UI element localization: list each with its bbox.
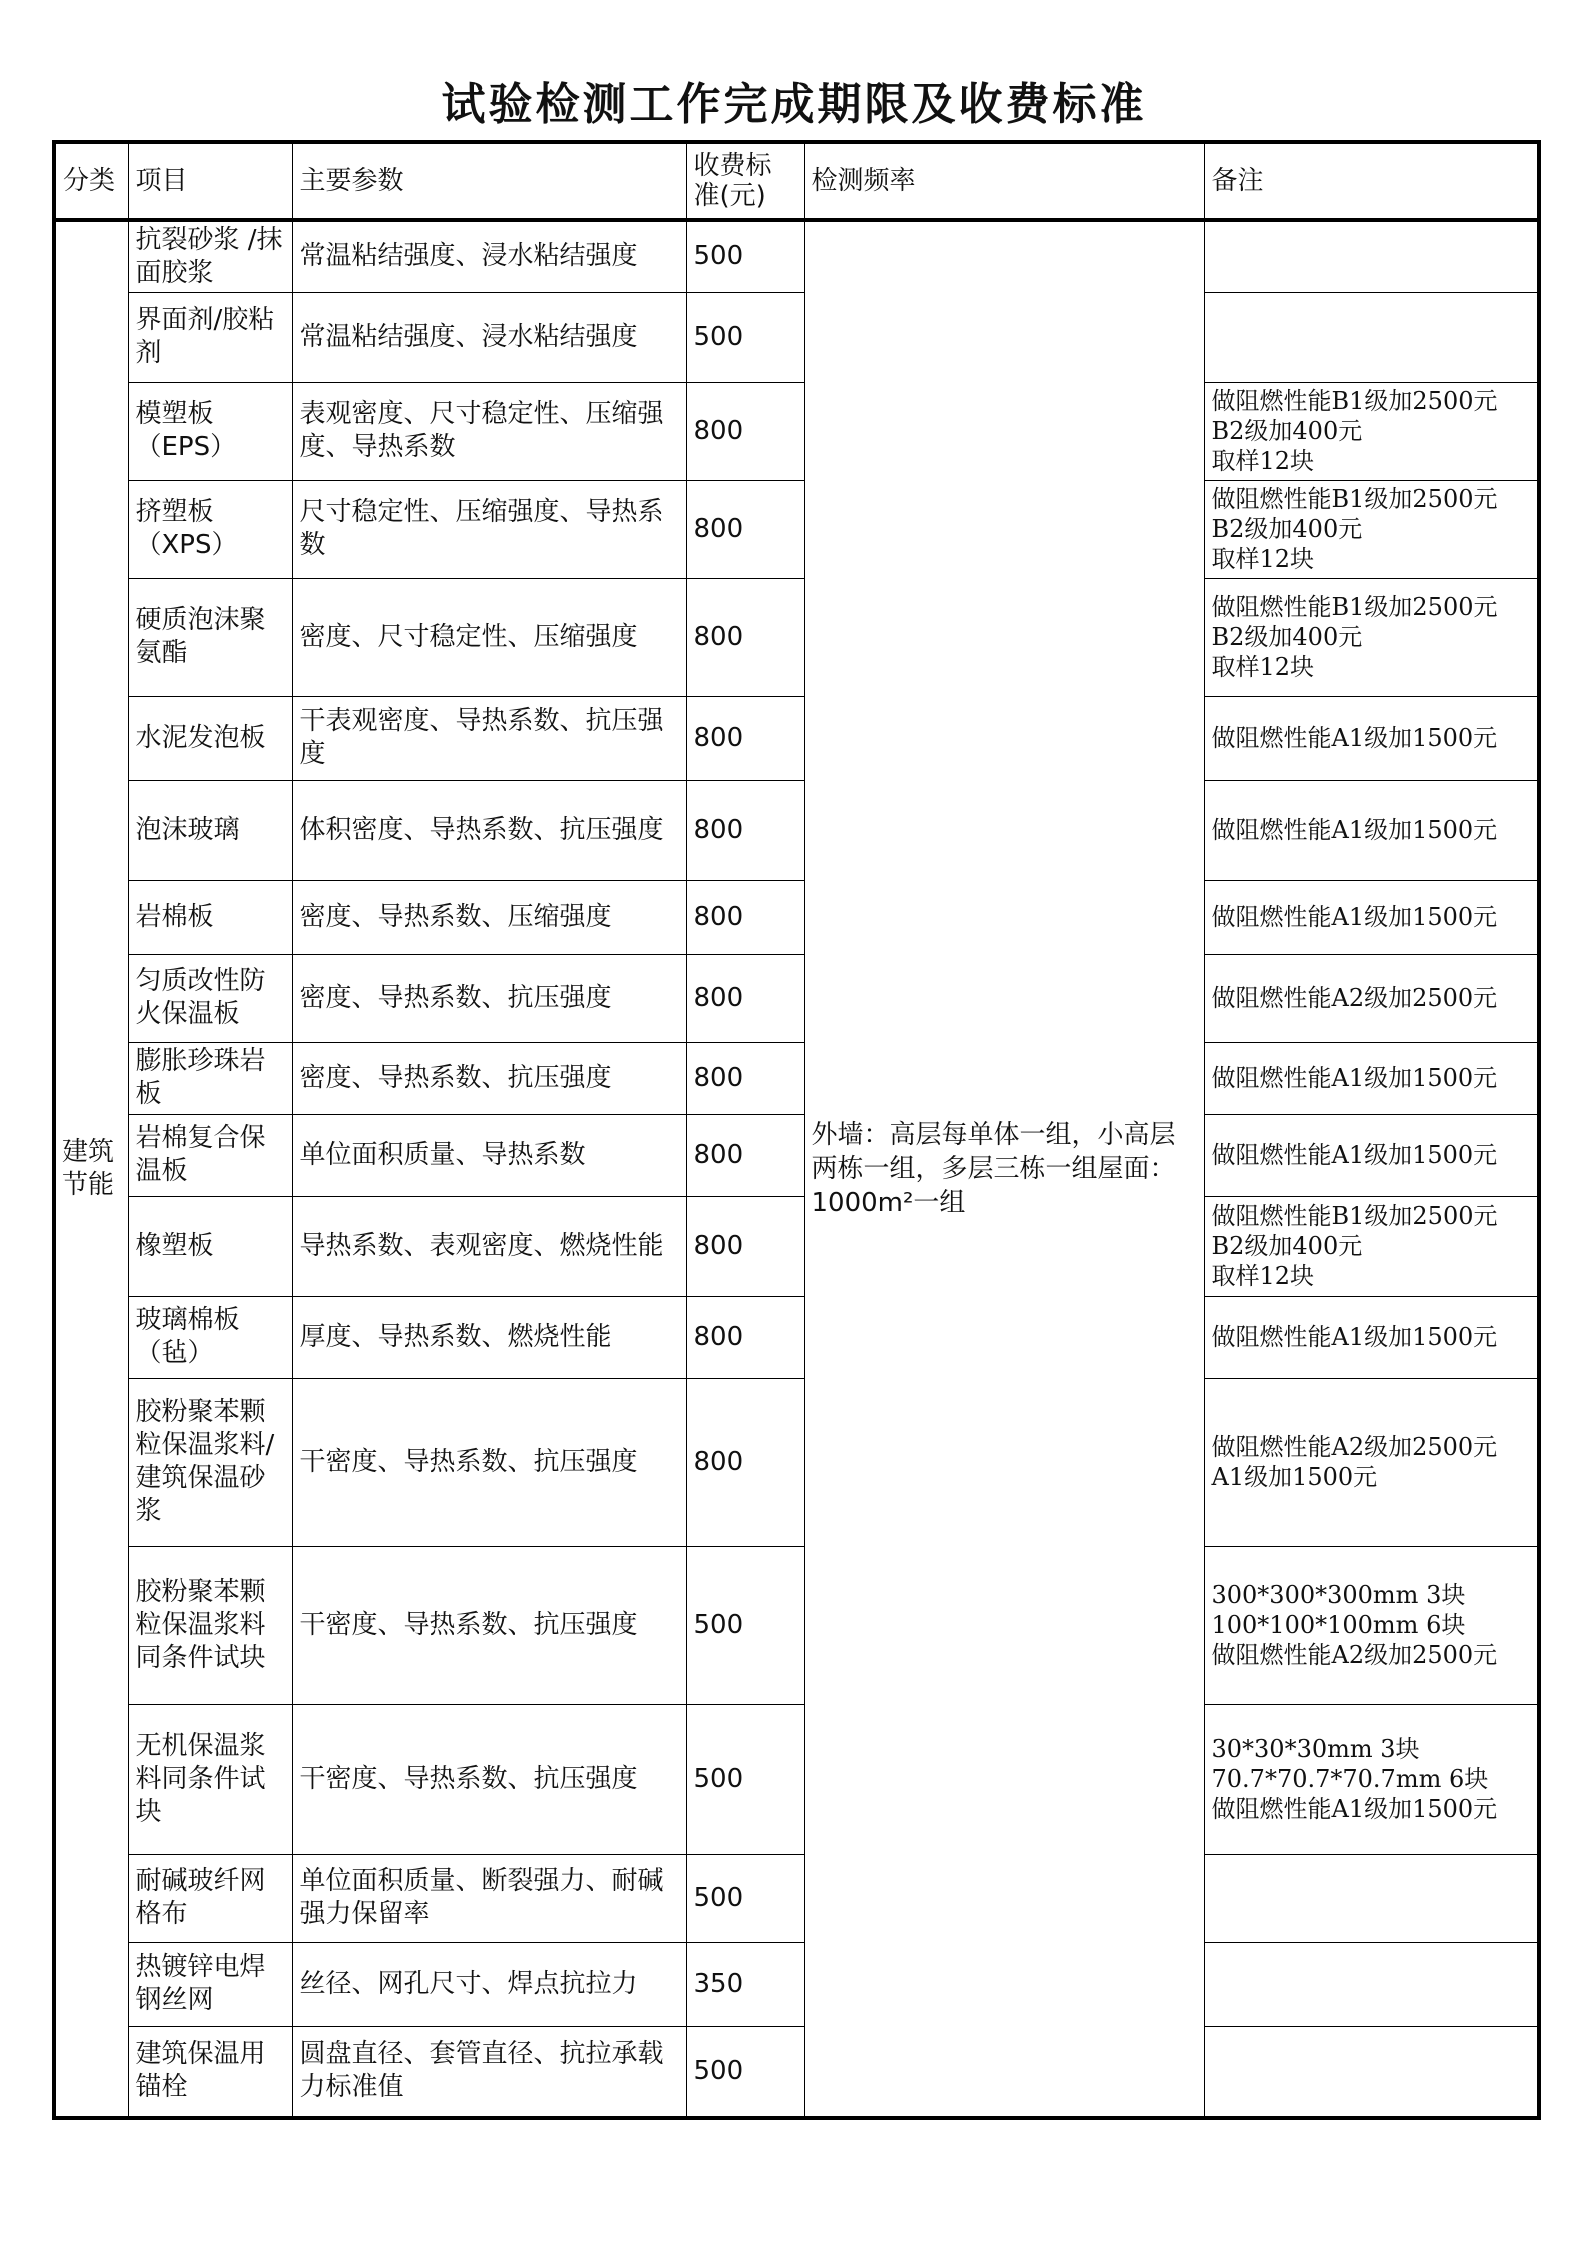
table-row [54,880,1539,954]
params-cell: 常温粘结强度、浸水粘结强度 [292,292,686,382]
params-cell: 丝径、网孔尺寸、焊点抗拉力 [292,1942,686,2026]
fee-cell: 800 [686,578,804,696]
header-item: 项目 [128,142,292,220]
item-cell: 挤塑板（XPS） [128,480,292,578]
fee-cell: 800 [686,1296,804,1378]
note-cell [1204,954,1539,1042]
params-cell: 体积密度、导热系数、抗压强度 [292,780,686,880]
note-line: B2级加400元 [1211,1232,1363,1260]
fee-cell: 800 [686,780,804,880]
note-cell [1204,780,1539,880]
item-cell: 热镀锌电焊钢丝网 [128,1942,292,2026]
item-cell: 无机保温浆料同条件试块 [128,1704,292,1854]
note-cell [1204,1942,1539,2026]
item-cell: 建筑保温用锚栓 [128,2026,292,2118]
item-cell: 橡塑板 [128,1196,292,1296]
params-cell: 干密度、导热系数、抗压强度 [292,1704,686,1854]
header-params: 主要参数 [292,142,686,220]
note-line: 70.7*70.7*70.7mm 6块 [1211,1765,1489,1793]
item-cell: 胶粉聚苯颗粒保温浆料同条件试块 [128,1546,292,1704]
table-row [54,696,1539,780]
fee-cell: 350 [686,1942,804,2026]
page-title: 试验检测工作完成期限及收费标准 [441,79,1147,130]
fee-cell: 800 [686,1378,804,1546]
table-row [54,780,1539,880]
params-cell: 尺寸稳定性、压缩强度、导热系数 [292,480,686,578]
item-cell: 岩棉复合保温板 [128,1114,292,1196]
note-line: 做阻燃性能A1级加1500元 [1211,1323,1498,1351]
header-frequency: 检测频率 [804,142,1204,220]
note-line: 取样12块 [1211,447,1315,475]
table-row [54,382,1539,480]
params-cell: 厚度、导热系数、燃烧性能 [292,1296,686,1378]
table-row [54,1042,1539,1114]
item-cell: 岩棉板 [128,880,292,954]
note-cell [1204,480,1539,578]
note-line: B2级加400元 [1211,417,1363,445]
table-row [54,2026,1539,2118]
note-cell [1204,1704,1539,1854]
table-body [54,220,1539,2118]
note-line: 300*300*300mm 3块 [1211,1581,1466,1609]
item-cell: 抗裂砂浆 /抹面胶浆 [128,220,292,292]
params-cell: 表观密度、尺寸稳定性、压缩强度、导热系数 [292,382,686,480]
fee-cell: 500 [686,1854,804,1942]
item-cell: 泡沫玻璃 [128,780,292,880]
params-cell: 密度、导热系数、压缩强度 [292,880,686,954]
item-cell: 界面剂/胶粘剂 [128,292,292,382]
note-cell [1204,1196,1539,1296]
note-line: 做阻燃性能A2级加2500元 [1211,984,1498,1012]
note-cell [1204,880,1539,954]
item-cell: 胶粉聚苯颗粒保温浆料/建筑保温砂浆 [128,1378,292,1546]
fee-cell: 800 [686,1042,804,1114]
note-line: 做阻燃性能B1级加2500元 [1211,387,1498,415]
fee-cell: 800 [686,1196,804,1296]
table-row [54,1546,1539,1704]
note-line: 做阻燃性能B1级加2500元 [1211,593,1498,621]
fee-cell: 800 [686,1114,804,1196]
table-row [54,1196,1539,1296]
table-row [54,578,1539,696]
item-cell: 玻璃棉板（毡） [128,1296,292,1378]
note-line: 做阻燃性能A1级加1500元 [1211,1064,1498,1092]
params-cell: 导热系数、表观密度、燃烧性能 [292,1196,686,1296]
note-line: 做阻燃性能B1级加2500元 [1211,1202,1498,1230]
frequency-cell: 外墙：高层每单体一组，小高层两栋一组，多层三栋一组屋面：1000m²一组 [804,220,1204,2118]
item-cell: 匀质改性防火保温板 [128,954,292,1042]
note-line: 做阻燃性能A2级加2500元 [1211,1433,1498,1461]
note-line: B2级加400元 [1211,515,1363,543]
fee-cell: 500 [686,220,804,292]
note-line: A1级加1500元 [1211,1463,1378,1491]
note-line: 100*100*100mm 6块 [1211,1611,1466,1639]
note-line: 取样12块 [1211,545,1315,573]
table-row [54,220,1539,292]
params-cell: 干密度、导热系数、抗压强度 [292,1546,686,1704]
note-cell [1204,292,1539,382]
note-cell [1204,696,1539,780]
fee-cell: 800 [686,880,804,954]
category-cell: 建筑节能 [54,220,128,2118]
note-cell [1204,382,1539,480]
table-row [54,292,1539,382]
note-cell [1204,1854,1539,1942]
header-note: 备注 [1204,142,1539,220]
table-row [54,1854,1539,1942]
item-cell: 膨胀珍珠岩板 [128,1042,292,1114]
note-line: 30*30*30mm 3块 [1211,1735,1420,1763]
note-line: 做阻燃性能A1级加1500元 [1211,1795,1498,1823]
item-cell: 硬质泡沫聚氨酯 [128,578,292,696]
note-cell [1204,1546,1539,1704]
note-line: 取样12块 [1211,653,1315,681]
note-line: 做阻燃性能A1级加1500元 [1211,724,1498,752]
fee-cell: 800 [686,480,804,578]
header-row [54,142,1539,220]
note-cell [1204,2026,1539,2118]
params-cell: 单位面积质量、断裂强力、耐碱强力保留率 [292,1854,686,1942]
note-cell [1204,578,1539,696]
params-cell: 常温粘结强度、浸水粘结强度 [292,220,686,292]
note-line: 取样12块 [1211,1262,1315,1290]
params-cell: 圆盘直径、套管直径、抗拉承载力标准值 [292,2026,686,2118]
note-line: 做阻燃性能B1级加2500元 [1211,485,1498,513]
fee-cell: 500 [686,1704,804,1854]
note-line: B2级加400元 [1211,623,1363,651]
item-cell: 水泥发泡板 [128,696,292,780]
note-cell [1204,1114,1539,1196]
table-row [54,1378,1539,1546]
note-line: 做阻燃性能A1级加1500元 [1211,816,1498,844]
item-cell: 耐碱玻纤网格布 [128,1854,292,1942]
fee-cell: 500 [686,292,804,382]
params-cell: 干密度、导热系数、抗压强度 [292,1378,686,1546]
table-row [54,1114,1539,1196]
params-cell: 密度、导热系数、抗压强度 [292,954,686,1042]
header-category: 分类 [54,142,128,220]
fee-cell: 800 [686,696,804,780]
table-row [54,954,1539,1042]
note-cell [1204,1042,1539,1114]
note-cell [1204,1296,1539,1378]
table-row [54,480,1539,578]
fee-table [52,140,1541,2120]
table-row [54,1942,1539,2026]
note-line: 做阻燃性能A1级加1500元 [1211,1141,1498,1169]
note-line: 做阻燃性能A1级加1500元 [1211,903,1498,931]
header-fee: 收费标准(元) [686,142,804,220]
table-row [54,1296,1539,1378]
item-cell: 模塑板（EPS） [128,382,292,480]
note-cell [1204,220,1539,292]
params-cell: 干表观密度、导热系数、抗压强度 [292,696,686,780]
note-cell [1204,1378,1539,1546]
note-line: 做阻燃性能A2级加2500元 [1211,1641,1498,1669]
fee-cell: 500 [686,1546,804,1704]
params-cell: 密度、导热系数、抗压强度 [292,1042,686,1114]
fee-cell: 800 [686,382,804,480]
fee-cell: 800 [686,954,804,1042]
table-row [54,1704,1539,1854]
params-cell: 单位面积质量、导热系数 [292,1114,686,1196]
fee-cell: 500 [686,2026,804,2118]
params-cell: 密度、尺寸稳定性、压缩强度 [292,578,686,696]
